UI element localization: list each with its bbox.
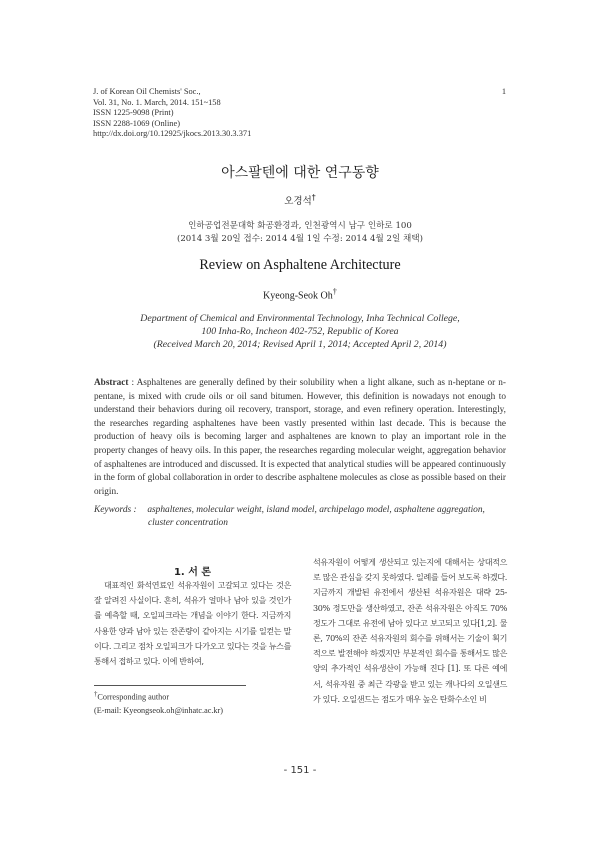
corner-page-number: 1: [501, 87, 506, 96]
abstract: [94, 377, 506, 499]
korean-affiliation-address: 인하공업전문대학 화공환경과, 인천광역시 남구 인하로 100: [188, 221, 412, 231]
section-heading: 1. 서 론: [173, 567, 212, 578]
journal-name: J. of Korean Oil Chemists' Soc.,: [93, 87, 201, 96]
received-dates: (Received March 20, 2014; Revised April 1, 2014; Accepted April 2, 2014): [153, 339, 447, 350]
abstract-separator: :: [128, 378, 137, 388]
english-affiliation: [0, 312, 600, 351]
abstract-text: Asphaltenes are generally defined by their solubility when a light alkane, such as n-heptane or n-pentane, is mixed with crude oils or oil sand bitumen. However, this definition is nowadays not enough to understand their behaviors during oil recovery, transport, storage, and even refinery operation. Interestingly, the researches regarding asphaltenes have been vastly presented within last decade. This is because the production of heavy oils is becoming larger and asphaltenes are known to play an important role in the property changes of heavy oils. In this paper, the researches regarding molecular weight, aggregation behavior of asphaltenes are introduced and discussed. It is expected that analytical studies will be appeared continuously in the form of global collaboration in order to describe asphaltene molecules as close as possible based on their origin.: [94, 378, 507, 497]
body-paragraph: 석유자원이 어떻게 생산되고 있는지에 대해서는 상대적으로 많은 관심을 갖지 못하였다. 일례를 들어 보도록 하겠다. 지금까지 개발된 유전에서 생산된 석유자원은 대략 25-30% 정도만을 생산하였고, 잔존 석유자원은 아직도 70% 정도가 그대로 유전에 남아 있다고 보고되고 있다[1,2]. 물론, 70%의 잔존 석유자원의 회수를 위해서는 기술이 획기적으로 발전해야 하겠지만 부분적인 회수를 통해서도 많은 양의 추가적인 석유생산이 가능해 진다 [1]. 또 다른 예에서, 석유자원 중 최근 각광을 받고 있는 캐나다의 오일샌드가 있다. 오일샌드는 점도가 매우 높은 탄화수소인 비: [313, 558, 507, 704]
body-column-left: [94, 578, 291, 669]
dagger-mark: †: [332, 287, 337, 296]
footnote-corresponding: Corresponding author: [97, 692, 170, 702]
keywords-line-1: asphaltenes, molecular weight, island model, archipelago model, asphaltene aggregation,: [147, 505, 485, 515]
page-number: - 151 -: [283, 765, 317, 776]
body-paragraph: 대표적인 화석연료인 석유자원이 고갈되고 있다는 것은 잘 알려진 사실이다. 흔히, 석유가 얼마나 남아 있을 것인가를 예측할 때, 오일피크라는 개념을 이야기 한다. 지금까지 사용한 양과 남아 있는 잔존량이 같아지는 시기를 일컫는 말이다. 그리고 점차 오일피크가 다가오고 있다는 것을 뉴스를 통해서 접하고 있다. 이에 반하여,: [94, 581, 291, 667]
dagger-mark: †: [94, 691, 98, 698]
keywords-line-2: cluster concentration: [148, 518, 228, 528]
keywords-label: Keywords :: [94, 505, 137, 515]
issn-print: ISSN 1225-9098 (Print): [93, 108, 174, 118]
issn-online: ISSN 2288-1069 (Online): [93, 118, 181, 128]
english-author: [0, 287, 600, 301]
english-author-name: Kyeong-Seok Oh: [263, 290, 333, 302]
doi-link[interactable]: http://dx.doi.org/10.12925/jkocs.2013.30.3.371: [93, 129, 252, 139]
korean-author-name: 오경석: [284, 196, 312, 208]
footnote-email: (E-mail: Kyeongseok.oh@inhatc.ac.kr): [94, 706, 223, 716]
footnote: [94, 688, 223, 718]
keywords: [94, 504, 510, 530]
korean-dates: (2014 3월 20일 접수: 2014 4월 1일 수정: 2014 4월 2일 채택): [176, 233, 424, 244]
korean-author: [0, 193, 600, 207]
journal-meta: [93, 87, 251, 140]
affiliation-line-1: Department of Chemical and Environmental Technology, Inha Technical College,: [140, 313, 460, 324]
body-column-right: [313, 555, 507, 707]
korean-title: 아스팔텐에 대한 연구동향: [221, 165, 379, 181]
abstract-label: Abstract: [94, 378, 129, 388]
journal-volume: Vol. 31, No. 1. March, 2014. 151~158: [93, 97, 221, 107]
affiliation-line-2: 100 Inha-Ro, Incheon 402-752, Republic of Korea: [201, 326, 399, 337]
footnote-divider: [94, 685, 246, 686]
english-title: Review on Asphaltene Architecture: [199, 257, 401, 273]
korean-affiliation: [0, 220, 600, 245]
dagger-mark: †: [311, 193, 316, 202]
